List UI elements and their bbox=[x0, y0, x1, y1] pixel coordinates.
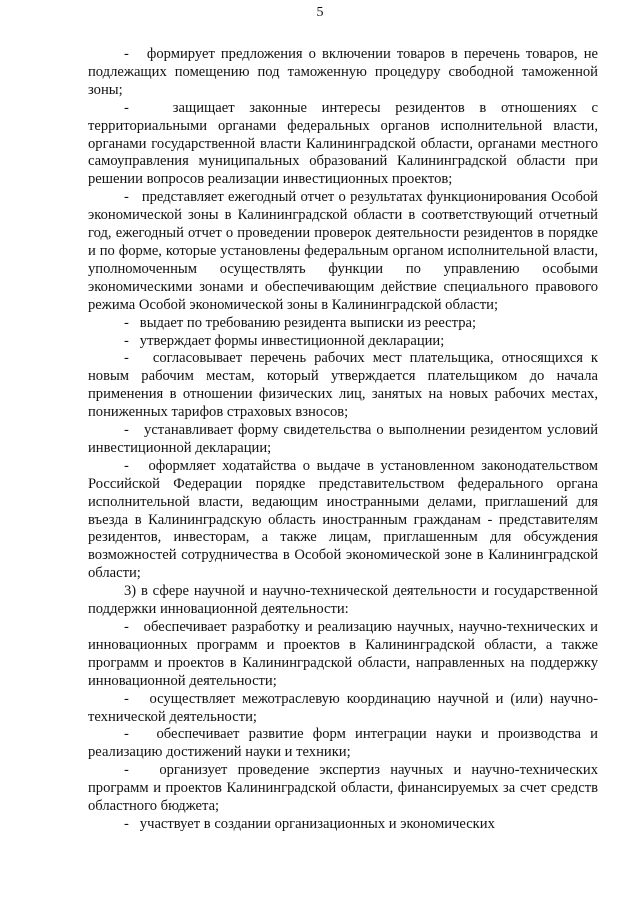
paragraph: - осуществляет межотраслевую координацию научной и (или) научно-технической деятельности; bbox=[88, 690, 598, 725]
paragraph: - выдает по требованию резидента выписки из реестра; bbox=[124, 314, 477, 331]
paragraph: - согласовывает перечень рабочих мест плательщика, относящихся к новым рабочим местам, который утверждается плательщиком до начала применения в отношении физических лиц, занятых на новых рабочих местах, пониженных тарифов страховых взносов; bbox=[88, 350, 598, 421]
paragraph: - формирует предложения о включении товаров в перечень товаров, не подлежащих помещению под таможенную процедуру свободной таможенной зоны; bbox=[88, 46, 598, 98]
page-number: 5 bbox=[316, 5, 324, 20]
paragraph: - утверждает формы инвестиционной декларации; bbox=[124, 332, 445, 349]
paragraph: - представляет ежегодный отчет о результатах функционирования Особой экономической зоны в Калининградской области в соответствующий отчетный год, ежегодный отчет о проведении проверок деятельности резидентов в порядке и по форме, которые установлены федеральным органом исполнительной власти, уполномоченным осуществлять функции по управлению особыми экономическими зонами и обеспечивающим действие специального правового режима Особой экономической зоны в Калининградской области; bbox=[88, 189, 598, 313]
paragraph: - защищает законные интересы резидентов в отношениях с территориальными органами федеральных органов исполнительной власти, органами государственной власти Калининградской области, органами местного самоуправления муниципальных образований Калининградской области при решении вопросов реализации инвестиционных проектов; bbox=[88, 99, 598, 188]
paragraph: - устанавливает форму свидетельства о выполнении резидентом условий инвестиционной декларации; bbox=[88, 422, 598, 456]
paragraph: - участвует в создании организационных и экономических bbox=[124, 815, 495, 832]
paragraph: - обеспечивает разработку и реализацию научных, научно-технических и инновационных программ и проектов в Калининградской области, а также программ и проектов в Калининградской области, направленных на поддержку инновационной деятельности; bbox=[88, 619, 598, 689]
paragraph: - организует проведение экспертиз научных и научно-технических программ и проектов Калининградской области, финансируемых за счет средств областного бюджета; bbox=[88, 762, 598, 815]
document-body bbox=[88, 46, 598, 834]
section-heading-paragraph: 3) в сфере научной и научно-технической деятельности и государственной поддержки инновационной деятельности: bbox=[88, 583, 598, 618]
paragraph: - оформляет ходатайства о выдаче в установленном законодательством Российской Федерации порядке представительством федерального органа исполнительной власти, ведающим иностранными делами, приглашений для въезда в Калининградскую область иностранным гражданам - представителям резидентов, инвесторам, а также лицам, приглашенным для обсуждения возможностей сотрудничества в Особой экономической зоне в Калининградской области; bbox=[88, 457, 598, 582]
paragraph: - обеспечивает развитие форм интеграции науки и производства и реализацию достижений науки и техники; bbox=[88, 726, 598, 761]
